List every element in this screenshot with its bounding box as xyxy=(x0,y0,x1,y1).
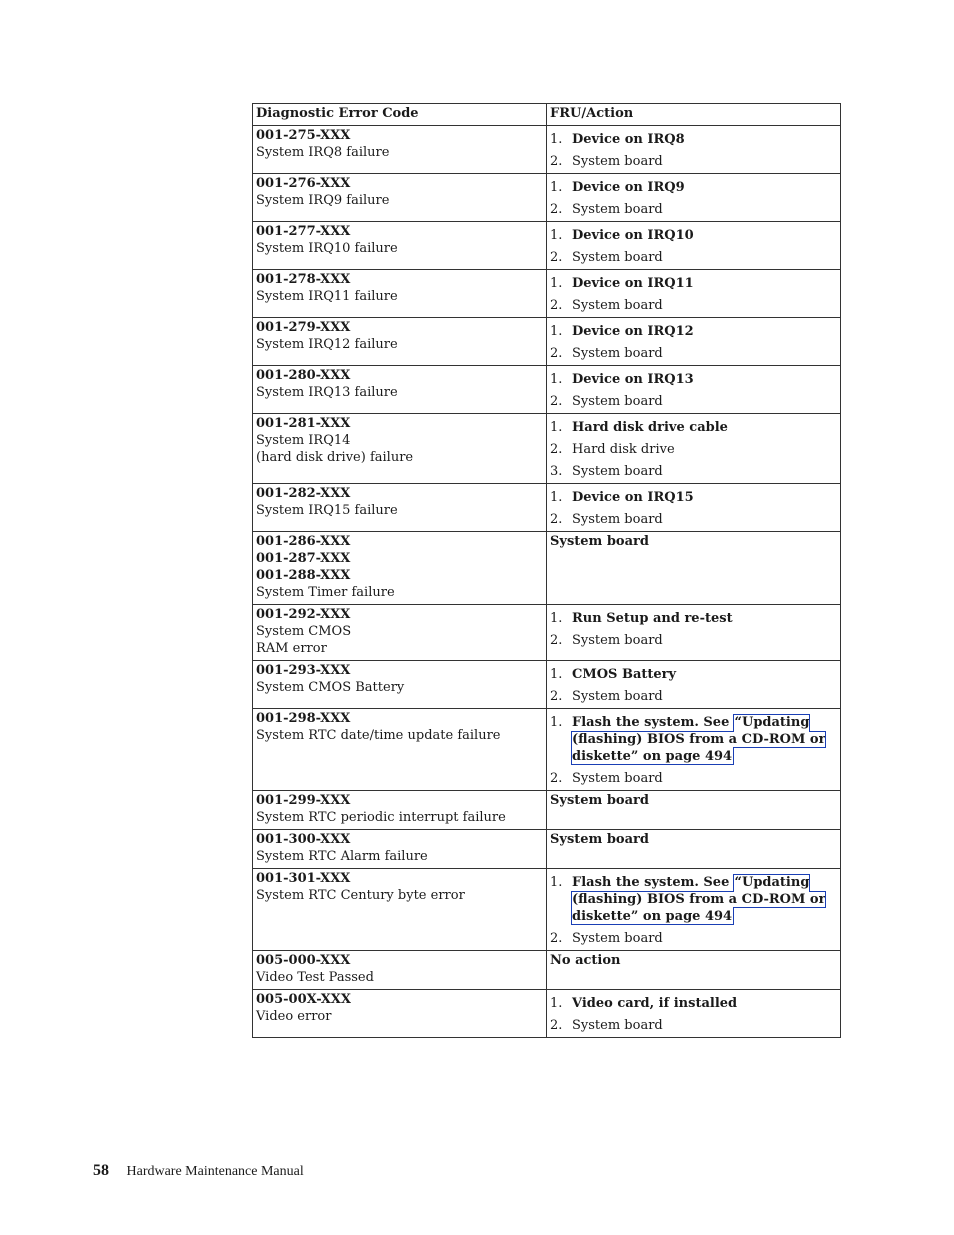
fru-action-list xyxy=(550,995,836,1034)
fru-action-cell xyxy=(547,951,841,990)
fru-action-text: System board xyxy=(572,931,663,946)
table-row xyxy=(253,270,841,318)
fru-action-text: Run Setup and re-test xyxy=(572,611,733,626)
error-code-cell xyxy=(253,366,547,414)
table-row xyxy=(253,366,841,414)
error-code: 005-000-XXX xyxy=(256,953,351,968)
table-row xyxy=(253,532,841,605)
error-code: 001-277-XXX xyxy=(256,224,351,239)
fru-action-text: Video card, if installed xyxy=(572,996,738,1011)
fru-action-text: Device on IRQ15 xyxy=(572,490,694,505)
fru-action-text: System board xyxy=(550,534,649,549)
error-code: 001-299-XXX xyxy=(256,793,351,808)
table-row xyxy=(253,126,841,174)
fru-action-item: 1. Device on IRQ12 xyxy=(550,324,694,339)
fru-action-cell xyxy=(547,605,841,661)
fru-action-text: System board xyxy=(572,394,663,409)
fru-action-text: No action xyxy=(550,953,621,968)
error-code: 001-286-XXX xyxy=(256,534,351,549)
fru-action-list xyxy=(550,131,836,170)
fru-action-text: Device on IRQ10 xyxy=(572,228,694,243)
fru-action-list xyxy=(550,323,836,362)
fru-action-text: Device on IRQ13 xyxy=(572,372,694,387)
error-code: 001-301-XXX xyxy=(256,871,351,886)
fru-action-cell xyxy=(547,270,841,318)
fru-action-list xyxy=(550,874,836,947)
fru-action-cell xyxy=(547,366,841,414)
fru-action-item: 1. Device on IRQ13 xyxy=(550,372,694,387)
fru-action-item: 2. System board xyxy=(550,689,663,704)
page-footer xyxy=(93,1162,304,1180)
fru-action-cell xyxy=(547,318,841,366)
fru-action-item: 2. System board xyxy=(550,771,663,786)
error-code-cell xyxy=(253,709,547,791)
error-code-cell xyxy=(253,222,547,270)
table-row xyxy=(253,869,841,951)
fru-action-item: 1. Device on IRQ15 xyxy=(550,490,694,505)
fru-action-text: Device on IRQ11 xyxy=(572,276,694,291)
fru-action-cell xyxy=(547,869,841,951)
fru-action-cell xyxy=(547,661,841,709)
error-description: System IRQ13 failure xyxy=(256,385,398,400)
fru-action-text: Device on IRQ12 xyxy=(572,324,694,339)
error-code: 001-278-XXX xyxy=(256,272,351,287)
fru-action-cell xyxy=(547,532,841,605)
error-code: 001-298-XXX xyxy=(256,711,351,726)
fru-action-text: Hard disk drive cable xyxy=(572,420,728,435)
error-code: 001-300-XXX xyxy=(256,832,351,847)
fru-action-list xyxy=(550,610,836,649)
error-description: System IRQ10 failure xyxy=(256,241,398,256)
header-diagnostic-error-code: Diagnostic Error Code xyxy=(253,104,547,126)
error-description: System RTC periodic interrupt failure xyxy=(256,810,506,825)
header-fru-action: FRU/Action xyxy=(547,104,841,126)
fru-action-text: System board xyxy=(572,1018,663,1033)
error-code-cell xyxy=(253,414,547,484)
error-code: 001-282-XXX xyxy=(256,486,351,501)
fru-action-list xyxy=(550,489,836,528)
fru-action-cell xyxy=(547,791,841,830)
manual-title: Hardware Maintenance Manual xyxy=(126,1164,304,1179)
page-number: 58 xyxy=(93,1162,109,1179)
fru-action-text: System board xyxy=(572,154,663,169)
table-row xyxy=(253,318,841,366)
table-row xyxy=(253,709,841,791)
fru-action-item: 2. Hard disk drive xyxy=(550,442,675,457)
diagnostic-error-table xyxy=(252,103,841,1038)
error-code: 001-288-XXX xyxy=(256,568,351,583)
fru-action-text: System board xyxy=(572,202,663,217)
fru-action-text: System board xyxy=(572,771,663,786)
error-description: System RTC date/time update failure xyxy=(256,728,501,743)
fru-action-cell xyxy=(547,222,841,270)
fru-action-list xyxy=(550,714,836,787)
error-code-cell xyxy=(253,661,547,709)
fru-action-list xyxy=(550,179,836,218)
error-code-cell xyxy=(253,126,547,174)
fru-action-item: 1. Flash the system. See “Updating (flashing) BIOS from a CD-ROM or diskette” on page 494 xyxy=(550,875,826,924)
error-description: Video Test Passed xyxy=(256,970,374,985)
bios-update-link[interactable]: “Updating (flashing) BIOS from a CD-ROM or diskette” on page 494 xyxy=(572,715,826,764)
fru-action-list xyxy=(550,419,836,480)
error-description: RAM error xyxy=(256,641,327,656)
table-row xyxy=(253,990,841,1038)
error-description: System IRQ11 failure xyxy=(256,289,398,304)
fru-action-text: System board xyxy=(572,689,663,704)
fru-action-cell xyxy=(547,830,841,869)
table-row xyxy=(253,951,841,990)
fru-action-item: 2. System board xyxy=(550,394,663,409)
error-description: System CMOS xyxy=(256,624,352,639)
error-description: System RTC Century byte error xyxy=(256,888,465,903)
fru-action-cell xyxy=(547,414,841,484)
error-code: 001-287-XXX xyxy=(256,551,351,566)
fru-action-item: 1. Flash the system. See “Updating (flashing) BIOS from a CD-ROM or diskette” on page 494 xyxy=(550,715,826,764)
error-description: System IRQ14 xyxy=(256,433,351,448)
error-code-cell xyxy=(253,484,547,532)
error-description: Video error xyxy=(256,1009,332,1024)
error-description: System IRQ15 failure xyxy=(256,503,398,518)
fru-action-item: 1. Run Setup and re-test xyxy=(550,611,733,626)
error-code: 001-292-XXX xyxy=(256,607,351,622)
error-code-cell xyxy=(253,951,547,990)
error-code-cell xyxy=(253,532,547,605)
fru-action-item: 1. Device on IRQ8 xyxy=(550,132,685,147)
fru-action-text: Hard disk drive xyxy=(572,442,675,457)
error-code: 001-279-XXX xyxy=(256,320,351,335)
fru-action-item: 2. System board xyxy=(550,250,663,265)
table-row xyxy=(253,791,841,830)
error-code: 001-280-XXX xyxy=(256,368,351,383)
error-code: 001-276-XXX xyxy=(256,176,351,191)
fru-action-text: System board xyxy=(550,793,649,808)
table-row xyxy=(253,414,841,484)
fru-action-list xyxy=(550,227,836,266)
error-description: (hard disk drive) failure xyxy=(256,450,414,465)
fru-action-text: System board xyxy=(572,633,663,648)
fru-action-item: 2. System board xyxy=(550,154,663,169)
table-row xyxy=(253,484,841,532)
fru-action-cell xyxy=(547,126,841,174)
error-code-cell xyxy=(253,605,547,661)
table-row xyxy=(253,661,841,709)
fru-action-item: 1. CMOS Battery xyxy=(550,667,677,682)
fru-action-text: System board xyxy=(550,832,649,847)
fru-action-item: 2. System board xyxy=(550,931,663,946)
error-code-cell xyxy=(253,174,547,222)
fru-action-item: 1. Device on IRQ11 xyxy=(550,276,694,291)
error-description: System Timer failure xyxy=(256,585,395,600)
error-description: System IRQ12 failure xyxy=(256,337,398,352)
fru-action-item: 1. Device on IRQ10 xyxy=(550,228,694,243)
error-code-cell xyxy=(253,830,547,869)
fru-action-text: System board xyxy=(572,512,663,527)
error-code: 001-281-XXX xyxy=(256,416,351,431)
error-code: 005-00X-XXX xyxy=(256,992,351,1007)
error-code: 001-293-XXX xyxy=(256,663,351,678)
fru-action-item: 2. System board xyxy=(550,346,663,361)
error-code-cell xyxy=(253,791,547,830)
error-code: 001-275-XXX xyxy=(256,128,351,143)
error-description: System IRQ9 failure xyxy=(256,193,390,208)
table-row xyxy=(253,222,841,270)
fru-action-text: CMOS Battery xyxy=(572,667,677,682)
error-description: System IRQ8 failure xyxy=(256,145,390,160)
fru-action-text: System board xyxy=(572,250,663,265)
table-row xyxy=(253,830,841,869)
fru-action-text: System board xyxy=(572,464,663,479)
fru-action-list xyxy=(550,371,836,410)
fru-action-text: Device on IRQ8 xyxy=(572,132,685,147)
fru-action-item: 2. System board xyxy=(550,633,663,648)
error-code-cell xyxy=(253,990,547,1038)
fru-action-item: 1. Device on IRQ9 xyxy=(550,180,685,195)
table-row xyxy=(253,174,841,222)
fru-action-text: System board xyxy=(572,346,663,361)
fru-action-item: 3. System board xyxy=(550,464,663,479)
fru-action-item: 1. Hard disk drive cable xyxy=(550,420,728,435)
error-code-cell xyxy=(253,270,547,318)
fru-action-list xyxy=(550,666,836,705)
bios-update-link[interactable]: “Updating (flashing) BIOS from a CD-ROM or diskette” on page 494 xyxy=(572,875,826,924)
fru-action-item: 2. System board xyxy=(550,1018,663,1033)
fru-action-item: 1. Video card, if installed xyxy=(550,996,738,1011)
error-description: System CMOS Battery xyxy=(256,680,405,695)
fru-action-item: 2. System board xyxy=(550,512,663,527)
fru-action-cell xyxy=(547,709,841,791)
fru-action-text: Flash the system. See xyxy=(572,715,730,730)
fru-action-cell xyxy=(547,484,841,532)
fru-action-cell xyxy=(547,990,841,1038)
fru-action-text: System board xyxy=(572,298,663,313)
error-code-cell xyxy=(253,869,547,951)
error-description: System RTC Alarm failure xyxy=(256,849,428,864)
fru-action-list xyxy=(550,275,836,314)
fru-action-item: 2. System board xyxy=(550,202,663,217)
fru-action-text: Device on IRQ9 xyxy=(572,180,685,195)
table-row xyxy=(253,605,841,661)
error-code-cell xyxy=(253,318,547,366)
fru-action-cell xyxy=(547,174,841,222)
table-header-row xyxy=(253,104,841,126)
fru-action-text: Flash the system. See xyxy=(572,875,730,890)
fru-action-item: 2. System board xyxy=(550,298,663,313)
